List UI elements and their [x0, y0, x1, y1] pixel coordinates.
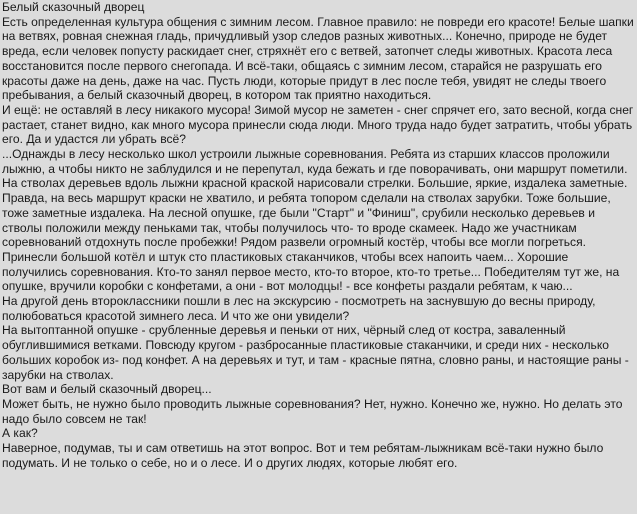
paragraph-excursion: На другой день второклассники пошли в лес на экскурсию - посмотреть на заснувшую до весны природу, полюбоваться красотой зимнего леса. И что же они увидели? — [2, 294, 596, 323]
paragraph-aftermath: На вытоптанной опушке - срубленные деревья и пеньки от них, чёрный след от костра, заваленный обуглившимися ветками. Повсюду кругом - разбросанные пластиковые стаканчики, и среди них - несколько больших коробок из- под конфет. А на деревьях и тут, и там - красные пятна, словно раны, и настоящие раны - зарубки на стволах. — [2, 323, 629, 382]
paragraph-ski-competition: ...Однажды в лесу несколько школ устроили лыжные соревнования. Ребята из старших классов проложили лыжню, а чтобы никто не заблудился и не перепутал, куда бежать и где поворачивать, они маршрут пометили. На стволах деревьев вдоль лыжни красной краской нарисовали стрелки. Большие, яркие, издалека заметные. Правда, на весь маршрут краски не хватило, и ребята топором сделали на стволах зарубки. Тоже большие, тоже заметные издалека. На лесной опушке, где были "Старт" и "Финиш", срубили несколько деревьев и стволы положили между пеньками так, чтобы получилось что- то вроде скамеек. Надо же участникам соревнований отдохнуть после пробежки! Рядом развели огромный костёр, чтобы все могли погреться. Принесли большой котёл и штук сто пластиковых стаканчиков, чтобы всех напоить чаем... Хорошие получились соревнования. Кто-то занял первое место, кто-то второе, кто-то третье... Победителям тут же, на опушке, вручили коробки с конфетами, а они - вот молодцы! - все конфеты раздали ребятам, к чаю... — [2, 147, 628, 294]
paragraph-culture: Есть определенная культура общения с зимним лесом. Главное правило: не повреди его красоте! Белые шапки на ветвях, ровная снежная гладь, причудливый узор следов разных животных... Конечно, природе не будет вреда, если человек попусту раскидает снег, стряхнёт его с ветвей, затопчет следы животных. Красота леса восстановится после первого снегопада. И всё-таки, общаясь с зимним лесом, старайся не разрушать его красоты даже на день, даже на час. Пусть люди, которые придут в лес после тебя, увидят не следы твоего пребывания, а белый сказочный дворец, в котором так приятно находиться. — [2, 14, 634, 103]
paragraph-question: Может быть, не нужно было проводить лыжные соревнования? Нет, нужно. Конечно же, нужно. Но делать это надо было совсем не так! — [2, 396, 623, 426]
paragraph-palace: Вот вам и белый сказочный дворец... — [2, 382, 212, 397]
paragraph-how: А как? — [2, 426, 38, 441]
paragraph-conclusion: Наверное, подумав, ты и сам ответишь на этот вопрос. Вот и тем ребятам-лыжникам всё-таки нужно было подумать. И не только о себе, но и о лесе. И о других людях, которые любят его. — [2, 441, 604, 470]
paragraph-no-litter: И ещё: не оставляй в лесу никакого мусора! Зимой мусор не заметен - снег спрячет его, зато весной, когда снег растает, станет видно, как много мусора принесли сюда люди. Много труда надо будет затратить, чтобы убрать его. Да и удастся ли убрать всё? — [2, 102, 634, 147]
document-title: Белый сказочный дворец — [2, 0, 145, 14]
